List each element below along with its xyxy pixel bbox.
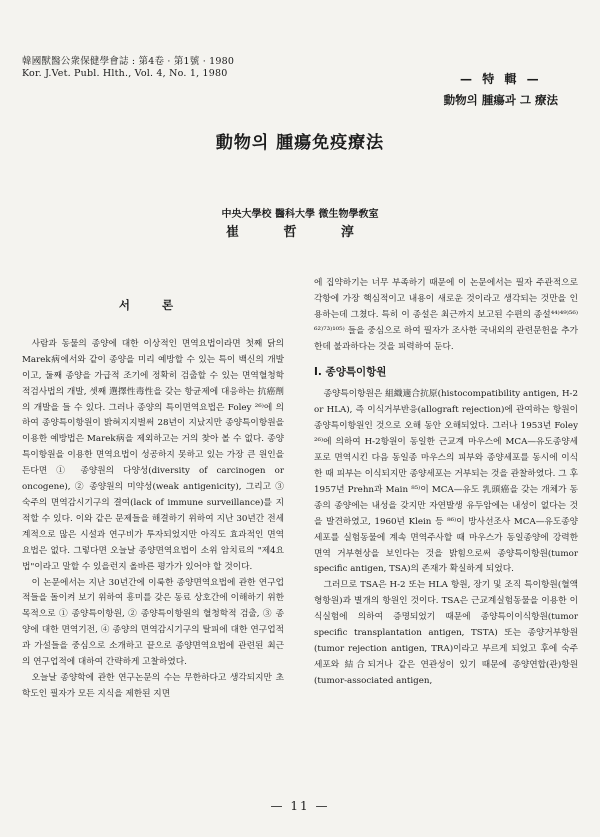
feature-subtitle: 動物의 腫瘍과 그 療法: [443, 93, 558, 107]
section-heading-tumor-antigen: I. 종양특이항원: [314, 365, 387, 378]
body-paragraph: 오늘날 종양학에 관한 연구논문의 수는 무한하다고 생각되지만 초학도인 필자가 모든 지식을 제한된 지면: [22, 672, 284, 699]
body-paragraph: 종양특이항원은 組織適合抗原(histocompatibility antigen, H-2 or HLA), 즉 이식거부반응(allograft rejection)에 관여하는 항원이 종양특이항원인 것으로 오해 동안 오해되었다. 그러나 1953년 Foley ²⁶⁾에 의하여 H-2항원이 동일한 근교계 마우스에 MCA—유도종양세포로 면역시킨 다음 동일종 마우스의 피부와 종양세포를 동시에 이식한 때 피부는 이식되지만 종양세포는 거부되는 것을 관찰하였다. 그 후 1957년 Prehn과 Main ⁸⁵⁾이 MCA—유도 乳頭癌을 갖는 개체가 동종의 종양에는 내성을 갖지만 자연발생 유두암에는 내성이 없다는 것을 발견하였고, 1960년 Klein 등 ⁸⁶⁾이 방사선조사 MCA—유도종양세포를 실험동물에 계속 면역주사할 때 마우스가 동일종양에 강력한 면역 거부현상을 보인다는 것을 밝힘으로써 종양특이항원(tumor specific antigen, TSA)의 존재가 확실하게 되었다.: [314, 389, 578, 575]
body-paragraph: 이 논문에서는 지난 30년간에 이룩한 종양면역요법에 관한 연구업적들을 돌이켜 보기 위하여 흥미를 갖은 동료 상호간에 이해하기 위한 목적으로 ① 종양특이항원, ② 종양특이항원의 혈청학적 검출, ③ 종양에 대한 면역기전, ④ 종양의 면역감시기구의 탈피에 대한 연구업적과 가설들을 중심으로 소개하고 끝으로 종양면역요법에 관련된 최근의 연구업적에 대하여 간략하게 고찰하였다.: [22, 577, 284, 668]
journal-citation-english: Kor. J.Vet. Publ. Hlth., Vol. 4, No. 1, 1980: [22, 68, 228, 79]
feature-tag: — 特 輯 —: [460, 72, 542, 86]
journal-citation-korean: 韓國獸醫公衆保健學會誌 : 第4卷 · 第1號 · 1980: [22, 56, 235, 67]
body-paragraph: 사람과 동물의 종양에 대한 이상적인 면역요법이라면 첫째 닭의 Marek病에서와 같이 종양을 미리 예방할 수 있는 특이 백신의 개발이고, 둘째 종양을 가급적 조기에 정확히 검출할 수 있는 면역혈청학적검사법의 개발, 셋째 選擇性毒性을 갖는 항균제에 대응하는 抗癌劑의 개발을 들 수 있다. 그러나 종양의 특이면역요법은 Foley ²⁶⁾에 의하여 종양특이항원이 밝혀지지벌써 28년이 지났지만 종양특이항원을 이용한 예방법은 Marek病을 제외하고는 거의 찾아 볼 수 없다. 종양 특이항원을 이용한 면역요법이 성공하지 못하고 있는 가장 큰 원인을 든다면 ① 종양원의 다양성(diversity of carcinogen or oncogene), ② 종양원의 미약성(weak antigenicity), 그리고 ③ 숙주의 면역감시기구의 결여(lack of immune surveillance)를 지적할 수 있다. 이와 같은 문제들을 해결하기 위하여 지난 30년간 전세계적으로 많은 시설과 연구비가 투자되었지만 아직도 효과적인 면역요법은 없다. 그렇다면 오늘날 종양면역요법이 소위 암치료의 "제4요법"이라고 말할 수 있을런지 올바른 평가가 있어야 할 것이다.: [22, 338, 284, 572]
section-heading-introduction: 서 론: [118, 298, 188, 312]
left-column: [22, 276, 284, 703]
body-paragraph: 그러므로 TSA은 H-2 또는 HLA 항원, 장기 및 조직 특이항원(혈액형항원)과 별개의 항원인 것이다. TSA은 근교계실험동물을 이용한 이식실험에 의하여 증명되었기 때문에 종양특이이식항원(tumor specific transplantation antigen, TSTA) 또는 종양거부항원(tumor rejection antigen, TRA)이라고 부르게 되었고 후에 숙주세포와 結合되거나 같은 연관성이 있기 때문에 종양연합(관)항원(tumor-associated antigen,: [314, 580, 578, 686]
right-column: [314, 276, 578, 690]
author-name: 崔 哲 淳: [225, 225, 375, 240]
body-paragraph: 에 집약하기는 너무 부족하기 때문에 이 논문에서는 필자 주관적으로 각항에 가장 핵심적이고 내용이 새로운 것이라고 생각되는 것만을 인용하는데 그쳤다. 특히 이 종설은 최근까지 보고된 수편의 종설⁴⁴⁾⁴⁹⁾⁵⁶⁾⁶²⁾⁷³⁾¹⁰⁵⁾ 들을 중심으로 하여 필자가 조사한 국내외의 관련문헌을 추가한데 불과하다는 것을 피력하여 둔다.: [314, 278, 578, 352]
page-number: — 11 —: [270, 799, 330, 813]
journal-citation: [22, 56, 234, 80]
author-affiliation: 中央大學校 醫科大學 微生物學敎室: [221, 209, 379, 220]
feature-header: [444, 70, 558, 108]
article-title: 動物의 腫瘍免疫療法: [215, 133, 385, 153]
